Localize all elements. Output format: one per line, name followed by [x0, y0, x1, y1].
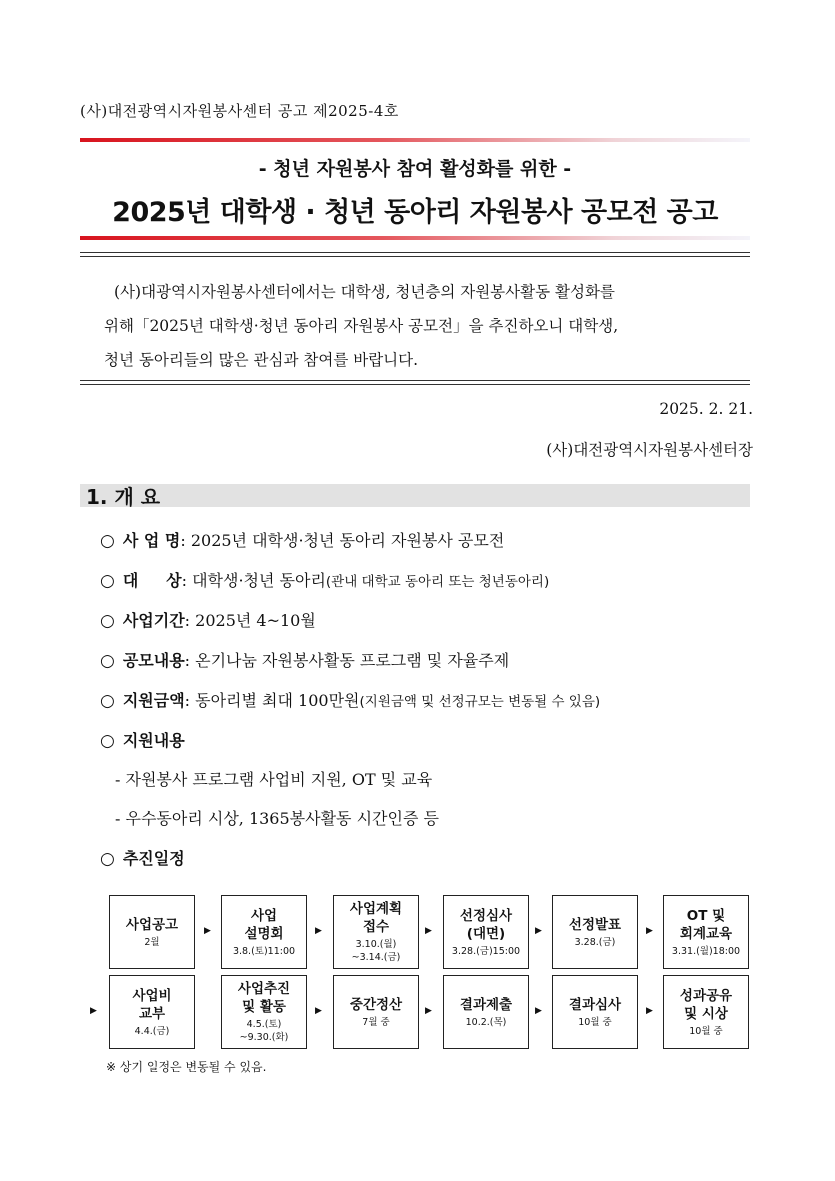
step-title: 결과심사 — [568, 996, 622, 1013]
step-title: 및 시상 — [684, 1005, 728, 1022]
flow-step — [552, 895, 638, 969]
flow-step — [221, 975, 307, 1049]
step-date: 3.28.(금)15:00 — [451, 945, 521, 957]
item-target — [100, 568, 549, 591]
step-title: (대면) — [466, 925, 506, 942]
item-schedule — [100, 846, 185, 869]
item-support — [100, 728, 185, 751]
item-value: : 2025년 대학생·청년 동아리 자원봉사 공모전 — [180, 531, 505, 550]
section-title: 1. 개 요 — [86, 485, 161, 509]
step-date: 3.8.(토)11:00 — [232, 945, 296, 957]
step-title: 성과공유 — [679, 987, 733, 1004]
item-value: : 2025년 4~10월 — [184, 611, 316, 630]
flow-arrow-icon: ▶ — [646, 1006, 653, 1016]
intro-bottom-rule — [80, 380, 750, 385]
flow-step — [443, 975, 529, 1049]
bullet-circle: ○ — [100, 531, 115, 551]
step-date: ~3.14.(금) — [351, 952, 401, 963]
flow-step — [663, 895, 749, 969]
flow-arrow-icon: ▶ — [535, 1006, 542, 1016]
support-detail: - 우수동아리 시상, 1365봉사활동 시간인증 등 — [115, 809, 439, 828]
step-title: 선정발표 — [568, 916, 622, 933]
step-title: OT 및 — [686, 907, 726, 924]
bullet-circle: ○ — [100, 571, 115, 591]
intro-top-rule — [80, 252, 750, 257]
step-date: 3.28.(금) — [574, 936, 616, 948]
flow-step — [109, 975, 195, 1049]
item-value: : 온기나눔 자원봉사활동 프로그램 및 자율주제 — [184, 651, 510, 670]
item-funding — [100, 688, 600, 711]
title-top-bar — [80, 138, 750, 142]
step-date: 10월 중 — [578, 1016, 612, 1028]
flow-arrow-icon: ▶ — [425, 926, 432, 936]
bullet-circle: ○ — [100, 651, 115, 671]
flow-arrow-icon: ▶ — [204, 926, 211, 936]
bullet-circle: ○ — [100, 611, 115, 631]
item-value: : 대학생·청년 동아리 — [181, 571, 326, 590]
step-date: 10월 중 — [689, 1025, 723, 1037]
item-label: 추진일정 — [122, 849, 185, 868]
step-date: ~9.30.(화) — [239, 1032, 289, 1043]
step-title: 설명회 — [244, 925, 284, 942]
step-title: 회계교육 — [679, 925, 733, 942]
flow-step — [552, 975, 638, 1049]
bullet-circle: ○ — [100, 849, 115, 869]
step-date: 10.2.(목) — [465, 1016, 507, 1028]
issuer-name: (사)대전광역시자원봉사센터장 — [546, 441, 753, 459]
item-label: 지원금액 — [122, 691, 185, 710]
flow-step — [333, 895, 419, 969]
step-date: 4.4.(금) — [134, 1025, 170, 1037]
schedule-footnote: ※ 상기 일정은 변동될 수 있음. — [106, 1060, 267, 1074]
item-project-name — [100, 528, 504, 551]
step-title: 접수 — [362, 919, 390, 935]
step-date: 4.5.(토) — [246, 1019, 282, 1030]
item-label: 지원내용 — [122, 731, 185, 750]
step-title: 결과제출 — [459, 996, 513, 1013]
step-title: 사업 — [250, 907, 278, 924]
flow-arrow-icon: ▶ — [535, 926, 542, 936]
bullet-circle: ○ — [100, 691, 115, 711]
flow-arrow-icon: ▶ — [425, 1006, 432, 1016]
step-date: 3.10.(월) — [355, 939, 397, 950]
intro-line: (사)대광역시자원봉사센터에서는 대학생, 청년층의 자원봉사활동 활성화를 — [114, 283, 615, 301]
item-period — [100, 608, 316, 631]
flow-step — [221, 895, 307, 969]
page-title: 2025년 대학생 · 청년 동아리 자원봉사 공모전 공고 — [112, 197, 718, 228]
item-label: 사업기간 — [122, 611, 185, 630]
section-header-bar — [80, 484, 750, 507]
title-bottom-bar — [80, 236, 750, 240]
flow-arrow-icon: ▶ — [646, 926, 653, 936]
step-title: 선정심사 — [459, 907, 513, 924]
announcement-date: 2025. 2. 21. — [659, 400, 753, 418]
step-title: 및 활동 — [242, 999, 286, 1015]
step-title: 사업비 — [132, 987, 172, 1004]
intro-line: 위해「2025년 대학생·청년 동아리 자원봉사 공모전」을 추진하오니 대학생, — [104, 317, 619, 335]
step-date: 7월 중 — [362, 1016, 390, 1028]
flow-step — [109, 895, 195, 969]
item-note: (지원금액 및 선정규모는 변동될 수 있음) — [359, 694, 601, 710]
item-label: 공모내용 — [122, 651, 185, 670]
step-title: 사업계획 — [349, 901, 403, 917]
support-detail: - 자원봉사 프로그램 사업비 지원, OT 및 교육 — [115, 770, 433, 789]
item-content — [100, 648, 509, 671]
page-subtitle: - 청년 자원봉사 참여 활성화를 위한 - — [258, 158, 572, 180]
item-note: (관내 대학교 동아리 또는 청년동아리) — [325, 574, 550, 590]
intro-paragraph — [104, 275, 744, 377]
flow-step — [443, 895, 529, 969]
step-title: 사업공고 — [125, 916, 179, 933]
intro-line: 청년 동아리들의 많은 관심과 참여를 바랍니다. — [104, 351, 419, 369]
flow-arrow-icon: ▶ — [315, 1006, 322, 1016]
item-label: 사 업 명 — [122, 531, 181, 550]
flow-step — [333, 975, 419, 1049]
flow-arrow-icon: ▶ — [90, 1006, 97, 1016]
step-title: 중간정산 — [349, 996, 403, 1013]
bullet-circle: ○ — [100, 731, 115, 751]
step-date: 3.31.(월)18:00 — [671, 945, 741, 957]
announcement-number: (사)대전광역시자원봉사센터 공고 제2025-4호 — [80, 102, 399, 120]
item-value: : 동아리별 최대 100만원 — [184, 691, 360, 710]
item-label: 대 상 — [122, 571, 182, 590]
flow-arrow-icon: ▶ — [315, 926, 322, 936]
step-title: 사업추진 — [237, 981, 291, 997]
step-date: 2월 — [144, 936, 160, 948]
flow-step — [663, 975, 749, 1049]
step-title: 교부 — [138, 1005, 166, 1022]
